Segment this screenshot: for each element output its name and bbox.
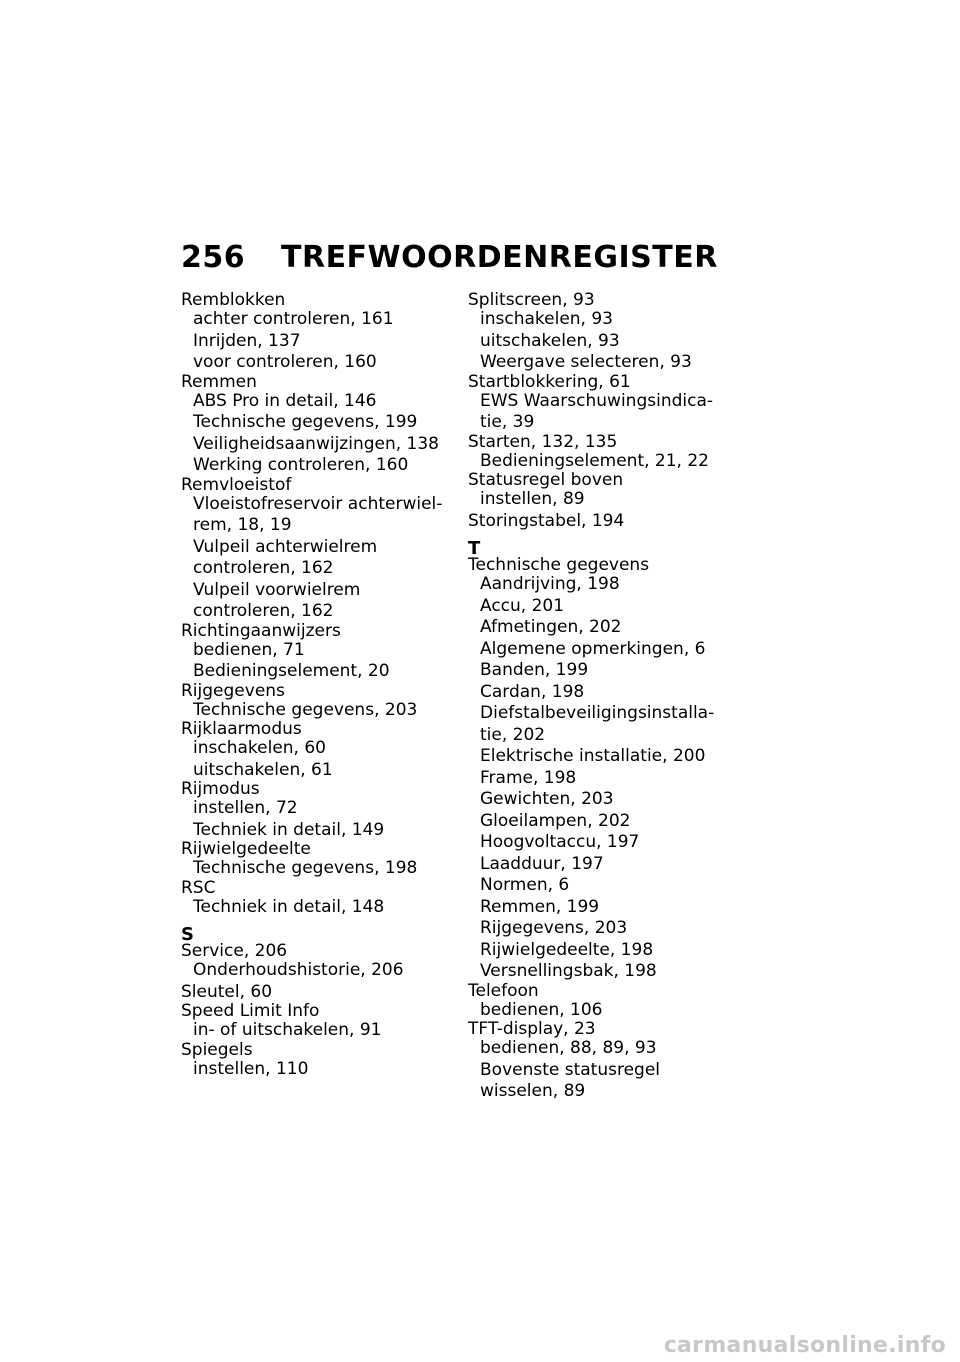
- index-entry-rijwielgedeelte: [181, 841, 468, 880]
- index-entry-rijmodus: [181, 781, 468, 841]
- index-subentry: voor controleren, 160: [193, 352, 377, 372]
- index-term: Richtingaanwijzers: [181, 620, 341, 641]
- index-subentry: uitschakelen, 61: [193, 759, 333, 780]
- index-term: Telefoon: [468, 980, 539, 1001]
- index-subentry: EWS Waarschuwingsindica-: [480, 390, 714, 411]
- page-title: TREFWOORDENREGISTER: [281, 240, 718, 275]
- index-term: Sleutel, 60: [181, 981, 273, 1002]
- index-subentry: instellen, 110: [193, 1058, 309, 1079]
- index-subentry: Vulpeil achterwielrem: [193, 536, 378, 557]
- index-term: Technische gegevens: [468, 555, 650, 575]
- index-term: Starten, 132, 135: [468, 431, 618, 452]
- index-entry-remblokken: [181, 292, 468, 374]
- index-subentry: ABS Pro in detail, 146: [193, 390, 377, 411]
- index-subentry: bedienen, 88, 89, 93: [480, 1038, 657, 1058]
- index-entry-sleutel: [181, 982, 468, 1004]
- index-entry-service: [181, 943, 468, 982]
- watermark: carmanualsonline.info: [663, 1333, 946, 1358]
- index-column-left: [181, 292, 468, 1103]
- index-term: Service, 206: [181, 941, 288, 961]
- index-term: Spiegels: [181, 1039, 253, 1060]
- index-subentry: Inrijden, 137: [193, 330, 301, 351]
- index-subentry: Cardan, 198: [480, 681, 585, 702]
- index-entry-remvloeistof: [181, 474, 468, 623]
- index-subentry: instellen, 72: [193, 798, 298, 818]
- index-subentry: Elektrische installatie, 200: [480, 746, 706, 766]
- index-subentry: in- of uitschakelen, 91: [193, 1020, 382, 1040]
- index-subentry: Aandrijving, 198: [480, 574, 620, 594]
- index-term: Rijmodus: [181, 779, 260, 799]
- index-entry-richtingaanwijzers: [181, 620, 468, 683]
- index-term: Remblokken: [181, 290, 286, 310]
- index-subentry: Vulpeil voorwielrem: [193, 579, 361, 600]
- index-term: Rijklaarmodus: [181, 719, 302, 739]
- index-subentry: Bovenste statusregel: [480, 1059, 661, 1080]
- index-subentry: Techniek in detail, 149: [193, 819, 385, 840]
- index-entry-speed-limit-info: [181, 1003, 468, 1042]
- index-letter-heading: S: [181, 924, 194, 945]
- index-subentry: Laadduur, 197: [480, 853, 604, 874]
- index-subentry: Werking controleren, 160: [193, 455, 409, 475]
- index-entry-technische-gegevens: [468, 557, 741, 983]
- index-entry-spiegels: [181, 1039, 468, 1081]
- index-subentry: Remmen, 199: [480, 896, 600, 917]
- index-subentry: Versnellingsbak, 198: [480, 961, 657, 981]
- index-term: Statusregel boven: [468, 470, 624, 490]
- index-term: Remvloeistof: [181, 474, 292, 495]
- index-subentry: bedienen, 71: [193, 639, 305, 660]
- index-term: Splitscreen, 93: [468, 290, 595, 310]
- index-entry-splitscreen: [468, 292, 741, 374]
- index-subentry: achter controleren, 161: [193, 309, 394, 329]
- index-subentry: Rijgegevens, 203: [480, 918, 628, 938]
- index-subentry: Diefstalbeveiligingsinstalla-: [480, 703, 715, 723]
- index-subentry: Hoogvoltaccu, 197: [480, 832, 640, 852]
- index-subentry: instellen, 89: [480, 489, 585, 509]
- index-subentry: Accu, 201: [480, 595, 565, 616]
- index-entry-rsc: [181, 877, 468, 919]
- index-entry-rijklaarmodus: [181, 721, 468, 781]
- index-term: Rijwielgedeelte: [181, 839, 311, 859]
- index-entry-statusregel-boven: [468, 472, 741, 511]
- index-subentry: Gewichten, 203: [480, 789, 614, 809]
- index-subentry: uitschakelen, 93: [480, 330, 620, 351]
- index-subentry: rem, 18, 19: [193, 515, 292, 535]
- index-subentry: Technische gegevens, 203: [193, 699, 418, 720]
- index-term: TFT-display, 23: [468, 1019, 596, 1039]
- index-subentry: Bedieningselement, 21, 22: [480, 450, 709, 471]
- index-letter-heading: T: [468, 538, 481, 559]
- index-subentry: Veiligheidsaanwijzingen, 138: [193, 433, 439, 454]
- index-term: RSC: [181, 877, 216, 898]
- index-subentry: Technische gegevens, 198: [193, 858, 418, 878]
- index-term: Storingstabel, 194: [468, 510, 625, 531]
- index-subentry: Bedieningselement, 20: [193, 661, 390, 681]
- index-subentry: Vloeistofreservoir achterwiel-: [193, 493, 443, 514]
- index-term: Speed Limit Info: [181, 1001, 320, 1021]
- index-subentry: Algemene opmerkingen, 6: [480, 638, 706, 659]
- index-subentry: controleren, 162: [193, 558, 334, 578]
- page-number: 256: [181, 240, 246, 275]
- index-subentry: tie, 202: [480, 724, 546, 745]
- index-entry-telefoon: [468, 980, 741, 1022]
- index-entry-startblokkering: [468, 371, 741, 434]
- index-subentry: Afmetingen, 202: [480, 617, 622, 637]
- index-entry-starten: [468, 431, 741, 473]
- index-subentry: controleren, 162: [193, 601, 334, 621]
- index-subentry: Weergave selecteren, 93: [480, 352, 692, 372]
- index-entry-storingstabel: [468, 511, 741, 533]
- index-subentry: tie, 39: [480, 412, 535, 432]
- index-subentry: bedienen, 106: [480, 999, 603, 1020]
- index-subentry: Normen, 6: [480, 875, 570, 895]
- index-subentry: Frame, 198: [480, 767, 577, 788]
- index-subentry: inschakelen, 93: [480, 309, 613, 329]
- index-subentry: Gloeilampen, 202: [480, 810, 631, 831]
- index-subentry: wisselen, 89: [480, 1081, 586, 1101]
- index-columns: [181, 292, 741, 1103]
- index-term: Rijgegevens: [181, 680, 285, 701]
- index-subentry: Technische gegevens, 199: [193, 412, 418, 432]
- index-entry-rijgegevens: [181, 680, 468, 722]
- index-subentry: Banden, 199: [480, 660, 589, 680]
- index-subentry: Techniek in detail, 148: [193, 896, 385, 917]
- index-term: Remmen: [181, 371, 257, 392]
- index-subentry: Onderhoudshistorie, 206: [193, 960, 404, 980]
- page-header: [181, 240, 718, 276]
- index-subentry: inschakelen, 60: [193, 738, 326, 758]
- index-term: Startblokkering, 61: [468, 371, 631, 392]
- index-entry-remmen: [181, 371, 468, 477]
- index-subentry: Rijwielgedeelte, 198: [480, 939, 654, 960]
- index-entry-tft-display: [468, 1021, 741, 1103]
- index-column-right: [468, 292, 741, 1103]
